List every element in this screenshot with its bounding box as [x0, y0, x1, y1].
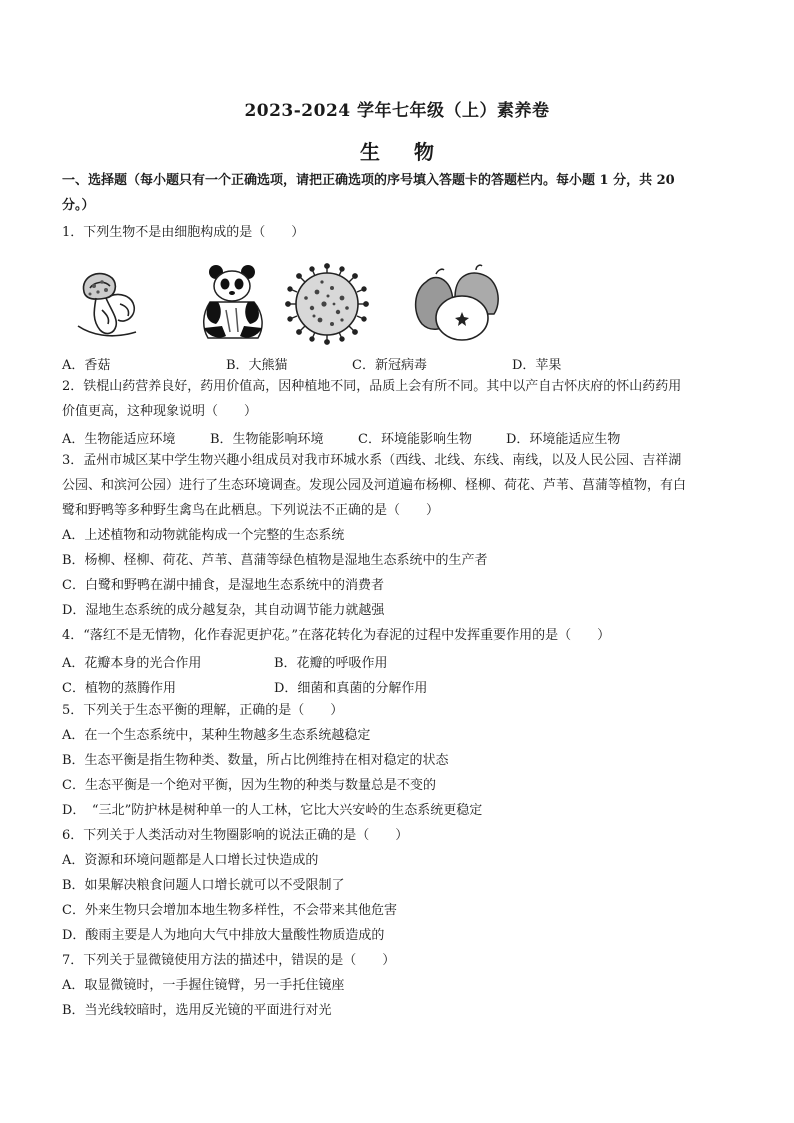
question-3-stem: 3．孟州市城区某中学生物兴趣小组成员对我市环城水系（西线、北线、东线、南线，以及人民公园、吉祥湖 — [62, 453, 682, 468]
q1-option-a: A．香菇 — [62, 358, 111, 373]
q4-option-d: D．细菌和真菌的分解作用 — [274, 681, 428, 696]
q5-option-b: B．生态平衡是指生物种类、数量，所占比例维持在相对稳定的状态 — [62, 753, 449, 768]
q5-option-a: A．在一个生态系统中，某种生物越多生态系统越稳定 — [62, 728, 371, 743]
q6-option-b: B．如果解决粮食问题人口增长就可以不受限制了 — [62, 878, 345, 893]
question-4-stem: 4．“落红不是无情物，化作春泥更护花。”在落花转化为春泥的过程中发挥重要作用的是（ ） — [62, 628, 611, 643]
q4-option-a: A．花瓣本身的光合作用 — [62, 656, 202, 671]
question-2-stem-cont: 价值更高，这种现象说明（ ） — [62, 404, 258, 419]
virus-image — [284, 262, 370, 346]
q3-option-b: B．杨柳、柽柳、荷花、芦苇、菖蒲等绿色植物是湿地生态系统中的生产者 — [62, 553, 488, 568]
q1-option-b: B．大熊猫 — [226, 358, 288, 373]
q7-option-a: A．取显微镜时，一手握住镜臂，另一手托住镜座 — [62, 978, 345, 993]
q2-option-a: A．生物能适应环境 — [62, 432, 176, 447]
section-heading-cont: 分。） — [62, 198, 95, 213]
q7-option-b: B．当光线较暗时，选用反光镜的平面进行对光 — [62, 1003, 332, 1018]
q2-option-d: D．环境能适应生物 — [506, 432, 621, 447]
q5-option-d: D． “三北”防护林是树种单一的人工林，它比大兴安岭的生态系统更稳定 — [62, 803, 483, 818]
question-3-stem-cont2: 鹭和野鸭等多种野生禽鸟在此栖息。下列说法不正确的是（ ） — [62, 503, 440, 518]
question-5-stem: 5．下列关于生态平衡的理解，正确的是（ ） — [62, 703, 344, 718]
subject-title: 生物 — [360, 140, 468, 164]
q3-option-a: A．上述植物和动物就能构成一个完整的生态系统 — [62, 528, 345, 543]
q6-option-c: C．外来生物只会增加本地生物多样性，不会带来其他危害 — [62, 903, 397, 918]
q4-option-c: C．植物的蒸腾作用 — [62, 681, 176, 696]
q4-option-b: B．花瓣的呼吸作用 — [274, 656, 388, 671]
q2-option-c: C．环境能影响生物 — [358, 432, 472, 447]
q5-option-c: C．生态平衡是一个绝对平衡，因为生物的种类与数量总是不变的 — [62, 778, 436, 793]
question-6-stem: 6．下列关于人类活动对生物圈影响的说法正确的是（ ） — [62, 828, 409, 843]
exam-title: 2023-2024 学年七年级（上）素养卷 — [244, 101, 550, 121]
q6-option-a: A．资源和环境问题都是人口增长过快造成的 — [62, 853, 319, 868]
q3-option-c: C．白鹭和野鸭在湖中捕食，是湿地生态系统中的消费者 — [62, 578, 384, 593]
section-heading: 一、选择题（每小题只有一个正确选项，请把正确选项的序号填入答题卡的答题栏内。每小题 1 分，共 20 — [62, 173, 675, 188]
q3-option-d: D．湿地生态系统的成分越复杂，其自动调节能力就越强 — [62, 603, 385, 618]
question-1-stem: 1．下列生物不是由细胞构成的是（ ） — [62, 225, 305, 240]
mushroom-image — [70, 262, 150, 344]
q2-option-b: B．生物能影响环境 — [210, 432, 324, 447]
question-3-stem-cont: 公园、和滨河公园）进行了生态环境调查。发现公园及河道遍布杨柳、柽柳、荷花、芦苇、菖蒲等植物，有白 — [62, 478, 687, 493]
q6-option-d: D．酸雨主要是人为地向大气中排放大量酸性物质造成的 — [62, 928, 385, 943]
q1-option-d: D．苹果 — [512, 358, 562, 373]
q1-option-c: C．新冠病毒 — [352, 358, 427, 373]
question-2-stem: 2．铁棍山药营养良好，药用价值高，因种植地不同，品质上会有所不同。其中以产自古怀庆府的怀山药药用 — [62, 379, 682, 394]
panda-image — [196, 262, 272, 344]
apple-image — [410, 262, 504, 346]
question-7-stem: 7．下列关于显微镜使用方法的描述中，错误的是（ ） — [62, 953, 396, 968]
